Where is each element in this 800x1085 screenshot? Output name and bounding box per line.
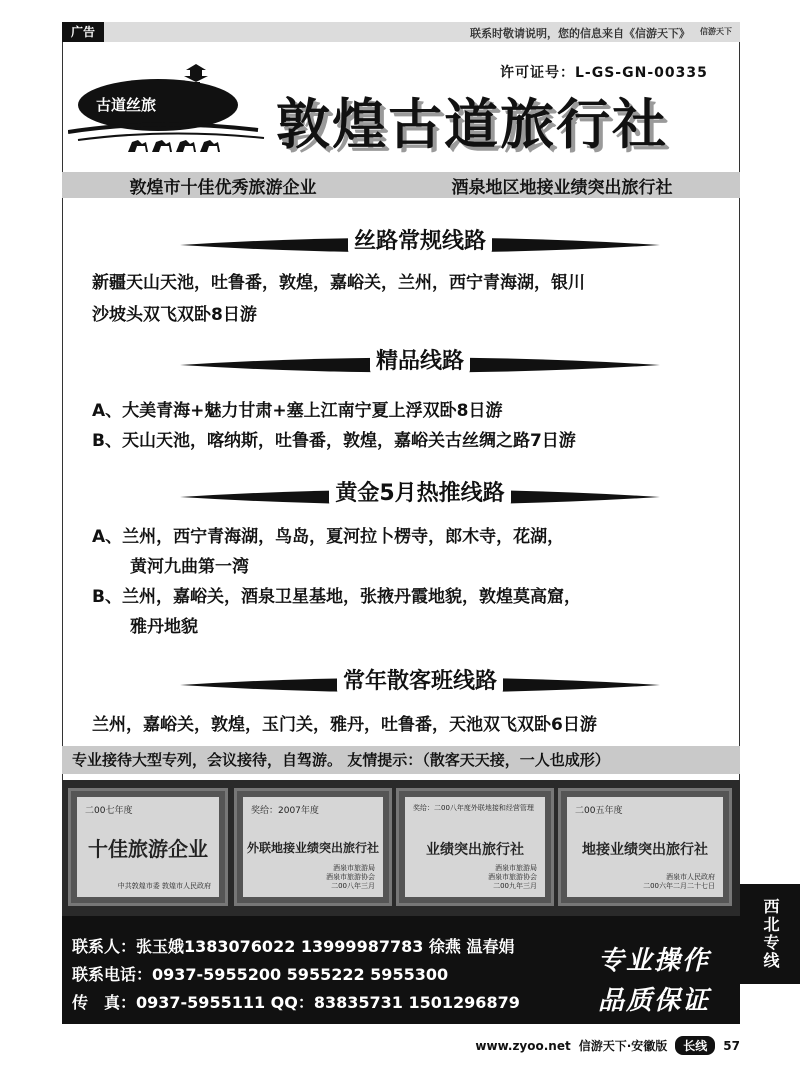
route-line: 沙坡头双飞双卧8日游 [92, 305, 257, 325]
honor-1: 敦煌市十佳优秀旅游企业 [129, 177, 317, 198]
footer-url[interactable]: www.zyoo.net [475, 1038, 571, 1053]
route-line: 雅丹地貌 [130, 617, 198, 637]
section-header-premium [180, 344, 660, 378]
route-line: 黄河九曲第一湾 [130, 557, 249, 577]
award-plaques [62, 780, 740, 916]
award-plaque: 二00五年度 地接业绩突出旅行社 酒泉市人民政府 二00六年二月二十七日 [558, 788, 732, 906]
section-title: 常年散客班线路 [337, 669, 503, 694]
slogan-1: 专业操作 [598, 946, 711, 976]
footer-magazine: 信游天下·安徽版 [578, 1039, 668, 1053]
page-footer [475, 1036, 740, 1055]
route-line: B、天山天池，喀纳斯，吐鲁番，敦煌，嘉峪关古丝绸之路7日游 [92, 431, 576, 451]
award-plaque: 奖给：2007年度 外联地接业绩突出旅行社 酒泉市旅游局 酒泉市旅游协会 二00八年三月 [234, 788, 392, 906]
agency-name: 敦煌古道旅行社 [276, 93, 668, 156]
slogan-2: 品质保证 [598, 986, 711, 1016]
section-header-silk-road [180, 224, 660, 258]
route-line: B、兰州，嘉峪关，酒泉卫星基地，张掖丹霞地貌，敦煌莫高窟， [92, 587, 581, 607]
contact-block [62, 916, 740, 1024]
source-note: 联系时敬请说明，您的信息来自《信游天下》 [470, 27, 690, 40]
honor-2: 酒泉地区地接业绩突出旅行社 [451, 177, 673, 198]
route-line: 兰州，嘉峪关，敦煌，玉门关，雅丹，吐鲁番，天池双飞双卧6日游 [92, 715, 597, 735]
agency-logo [68, 60, 268, 160]
service-note: 专业接待大型专列，会议接待，自驾游。 友情提示：（散客天天接，一人也成形） [62, 746, 740, 774]
page-number: 57 [723, 1038, 740, 1053]
contact-phone: 联系电话：0937-5955200 5955222 5955300 [72, 965, 449, 984]
section-header-may [180, 476, 660, 510]
route-line: 新疆天山天池，吐鲁番，敦煌，嘉峪关，兰州，西宁青海湖，银川 [92, 273, 585, 293]
route-line: A、兰州，西宁青海湖，鸟岛，夏河拉卜楞寺，郎木寺，花湖， [92, 527, 565, 547]
side-category-tab: 西北专线 [740, 884, 800, 984]
section-title: 黄金5月热推线路 [329, 481, 510, 506]
contact-people: 联系人：张玉娥1383076022 13999987783 徐燕 温春娟 [72, 937, 515, 956]
license-number: 许可证号：L-GS-GN-00335 [500, 65, 708, 81]
honor-band [62, 172, 740, 198]
footer-category: 长线 [675, 1036, 715, 1055]
contact-fax: 传 真：0937-5955111 QQ：83835731 1501296879 [72, 993, 520, 1012]
section-title: 精品线路 [370, 349, 470, 374]
ad-tag: 广告 [62, 22, 104, 42]
section-header-individual [180, 664, 660, 698]
route-line: A、大美青海+魅力甘肃+塞上江南宁夏上浮双卧8日游 [92, 401, 503, 421]
award-plaque: 二00七年度 十佳旅游企业 中共敦煌市委 敦煌市人民政府 [68, 788, 228, 906]
section-title: 丝路常规线路 [348, 229, 492, 254]
magazine-logo: 信游天下 [700, 27, 732, 36]
award-plaque: 奖给：二00八年度外联地接和经营管理 业绩突出旅行社 酒泉市旅游局 酒泉市旅游协会 二00九年三月 [396, 788, 554, 906]
logo-text: 古道丝旅 [96, 96, 157, 114]
